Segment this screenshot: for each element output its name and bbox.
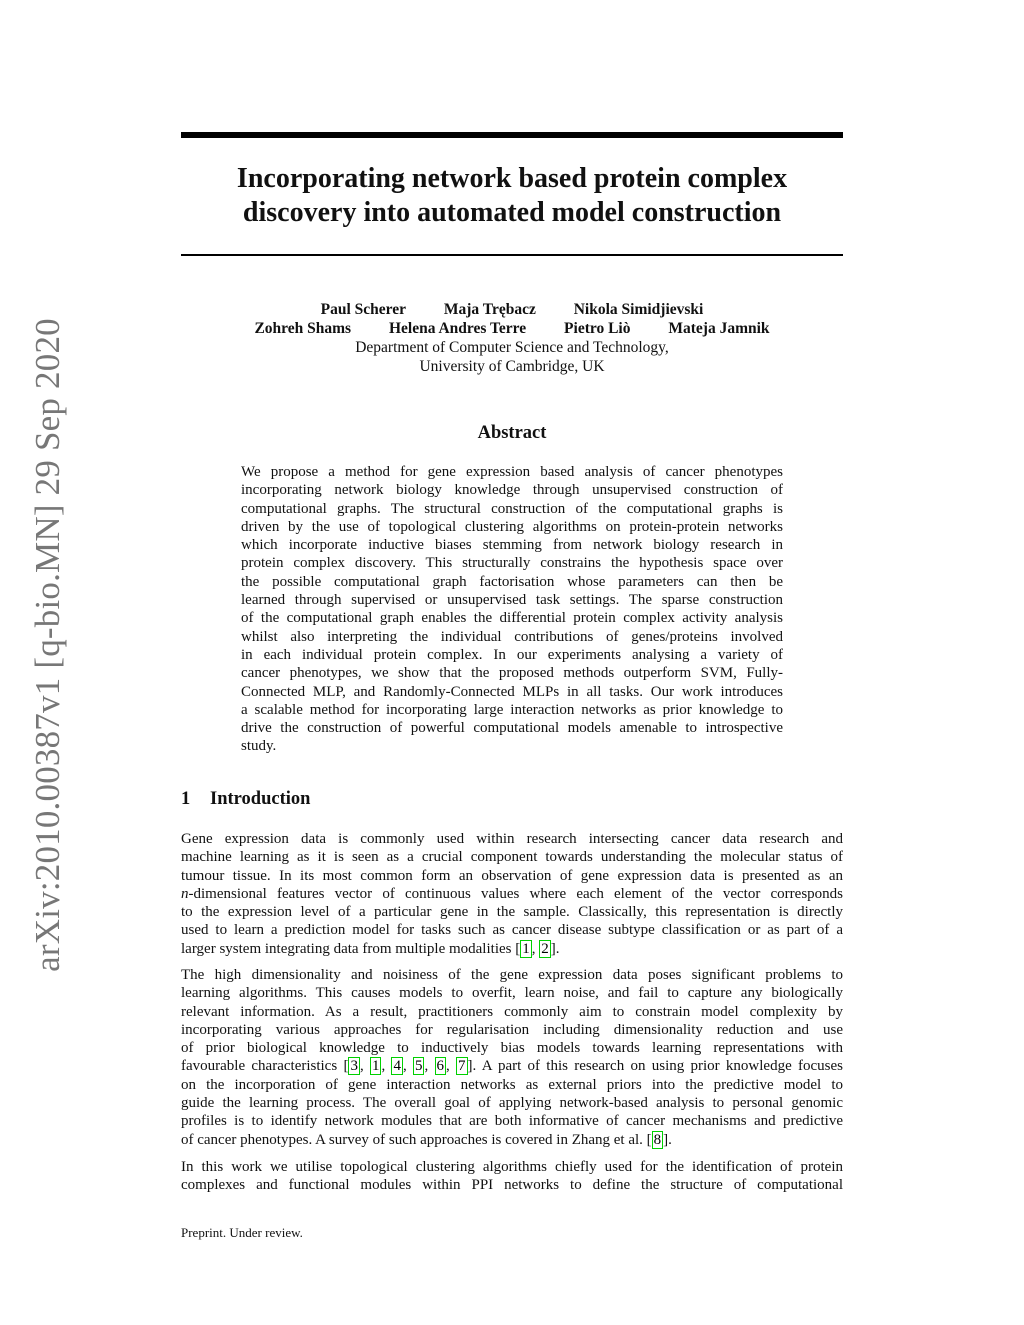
author-name: Maja Trębacz — [443, 301, 536, 318]
author-name: Helena Andres Terre — [388, 320, 527, 337]
paragraph-line: The high dimensionality and noisiness of the gene expression data poses significant problems to — [181, 967, 843, 983]
abstract-line: protein complex discovery. This structurally constrains the hypothesis space over — [241, 555, 783, 572]
intro-paragraph-2 — [181, 966, 843, 1149]
abstract-line: study. — [241, 738, 277, 755]
paragraph-line: used to learn a prediction model for tasks such as cancer disease subtype classification or as part of a — [181, 922, 843, 939]
title-top-rule — [181, 132, 843, 138]
citation-link[interactable]: 7 — [458, 1058, 466, 1075]
affiliation-line-2: University of Cambridge, UK — [419, 358, 605, 375]
abstract-line: Connected MLP, and Randomly-Connected MLPs in all tasks. Our work introduces — [241, 683, 783, 700]
section-heading-introduction — [181, 789, 310, 810]
title-line-2: discovery into automated model construction — [242, 197, 782, 228]
arxiv-identifier-stamp — [28, 0, 68, 1325]
author-block — [181, 300, 843, 376]
author-row-2 — [181, 319, 843, 338]
citation-link[interactable]: 2 — [541, 940, 549, 957]
abstract-line: drive the construction of powerful computational models amenable to introspective — [241, 720, 783, 737]
citation-link[interactable]: 1 — [522, 940, 530, 957]
paragraph-line: In this work we utilise topological clustering algorithms chiefly used for the identification of protein — [181, 1159, 843, 1175]
abstract-heading: Abstract — [477, 423, 547, 443]
preprint-footer: Preprint. Under review. — [181, 1225, 303, 1240]
citation-link[interactable]: 3 — [350, 1058, 358, 1075]
abstract-line: learned through supervised or unsupervised task settings. The sparse construction — [241, 592, 783, 609]
abstract-line: which incorporate inductive biases stemming from network biology research in — [241, 537, 783, 554]
abstract-line: computational graphs. The structural construction of the computational graphs is — [241, 500, 783, 517]
title-line-1: Incorporating network based protein complex — [236, 163, 788, 194]
paragraph-line: incorporating various approaches for regularisation including dimensionality reduction and use — [181, 1021, 843, 1038]
section-title: Introduction — [210, 789, 311, 809]
paragraph-line: to the expression level of a particular gene in the sample. Classically, this representation is directly — [181, 904, 843, 921]
author-row-1 — [181, 300, 843, 319]
paragraph-line: profiles is to identify network modules that are both informative of cancer mechanisms and predictive — [181, 1113, 843, 1130]
abstract-line: We propose a method for gene expression based analysis of cancer phenotypes — [241, 464, 783, 480]
paragraph-line: relevant information. As a result, practitioners commonly aim to constrain model complexity by — [181, 1003, 843, 1020]
intro-paragraph-1 — [181, 830, 843, 958]
math-variable: n — [181, 885, 189, 902]
paragraph-line: of prior biological knowledge to inductively bias models towards learning representations with — [181, 1040, 843, 1057]
paragraph-line: complexes and functional modules within PPI networks to define the structure of computational — [181, 1177, 843, 1194]
abstract-line: whilst also interpreting the individual contributions of genes/proteins involved — [241, 628, 783, 645]
abstract-line: in each individual protein complex. In our experiments analysing a variety of — [241, 646, 783, 663]
citation-link[interactable]: 6 — [436, 1058, 444, 1075]
citation-link[interactable]: 5 — [414, 1058, 423, 1075]
paper-title — [181, 162, 843, 230]
author-name: Pietro Liò — [564, 320, 631, 337]
paragraph-line: machine learning as it is seen as a crucial component towards understanding the molecular status of — [181, 849, 843, 866]
citation-link[interactable]: 4 — [393, 1058, 401, 1075]
paragraph-line: on the incorporation of gene interaction networks as external priors into the predictive model to — [181, 1076, 843, 1093]
paragraph-line: learning algorithms. This causes models to overfit, learn noise, and fail to capture any biologically — [181, 985, 843, 1002]
abstract-line: cancer phenotypes, we show that the proposed methods outperform SVM, Fully- — [241, 665, 783, 682]
abstract-line: driven by the use of topological clustering algorithms on protein-protein networks — [241, 518, 783, 535]
abstract-line: incorporating network biology knowledge through unsupervised construction of — [241, 482, 783, 499]
paragraph-line: of cancer phenotypes. A survey of such approaches is covered in Zhang et al. [ 8 ]. — [181, 1131, 672, 1148]
paragraph-line: tumour tissue. In its most common form an observation of gene expression data is presented as an — [181, 867, 843, 884]
author-name: Zohreh Shams — [254, 320, 352, 337]
paragraph-line: guide the learning process. The overall goal of applying network-based analysis to personal genomic — [181, 1095, 843, 1112]
paragraph-line: larger system integrating data from multiple modalities [ 1 , 2 ]. — [181, 940, 560, 957]
paragraph-line: n-dimensional features vector of continuous values where each element of the vector corresponds — [181, 885, 843, 902]
section-number: 1 — [181, 789, 191, 809]
abstract-line: of the computational graph enables the differential protein complex activity analysis — [241, 610, 783, 627]
intro-paragraph-3 — [181, 1158, 843, 1195]
title-bottom-rule — [181, 254, 843, 256]
affiliation-line-1: Department of Computer Science and Technology, — [355, 339, 669, 356]
author-name: Paul Scherer — [320, 301, 407, 318]
arxiv-id: arXiv:2010.00387v1 [q-bio.MN] 29 Sep 2020 — [28, 318, 67, 972]
citation-link[interactable]: 8 — [653, 1131, 662, 1148]
author-name: Nikola Simidjievski — [573, 301, 704, 318]
abstract-line: the possible computational graph factorisation whose parameters can then be — [241, 573, 783, 590]
paragraph-line: Gene expression data is commonly used within research intersecting cancer data research and — [181, 831, 843, 847]
abstract-body — [241, 463, 783, 756]
citation-link[interactable]: 1 — [371, 1058, 380, 1075]
abstract-line: a scalable method for incorporating large interaction networks as prior knowledge to — [241, 701, 783, 718]
paragraph-line: favourable characteristics [ 3 , 1 , 4 , 5 , 6 , 7 ]. A part of this research on using prior knowledge focuses — [181, 1058, 843, 1075]
author-name: Mateja Jamnik — [668, 320, 770, 337]
